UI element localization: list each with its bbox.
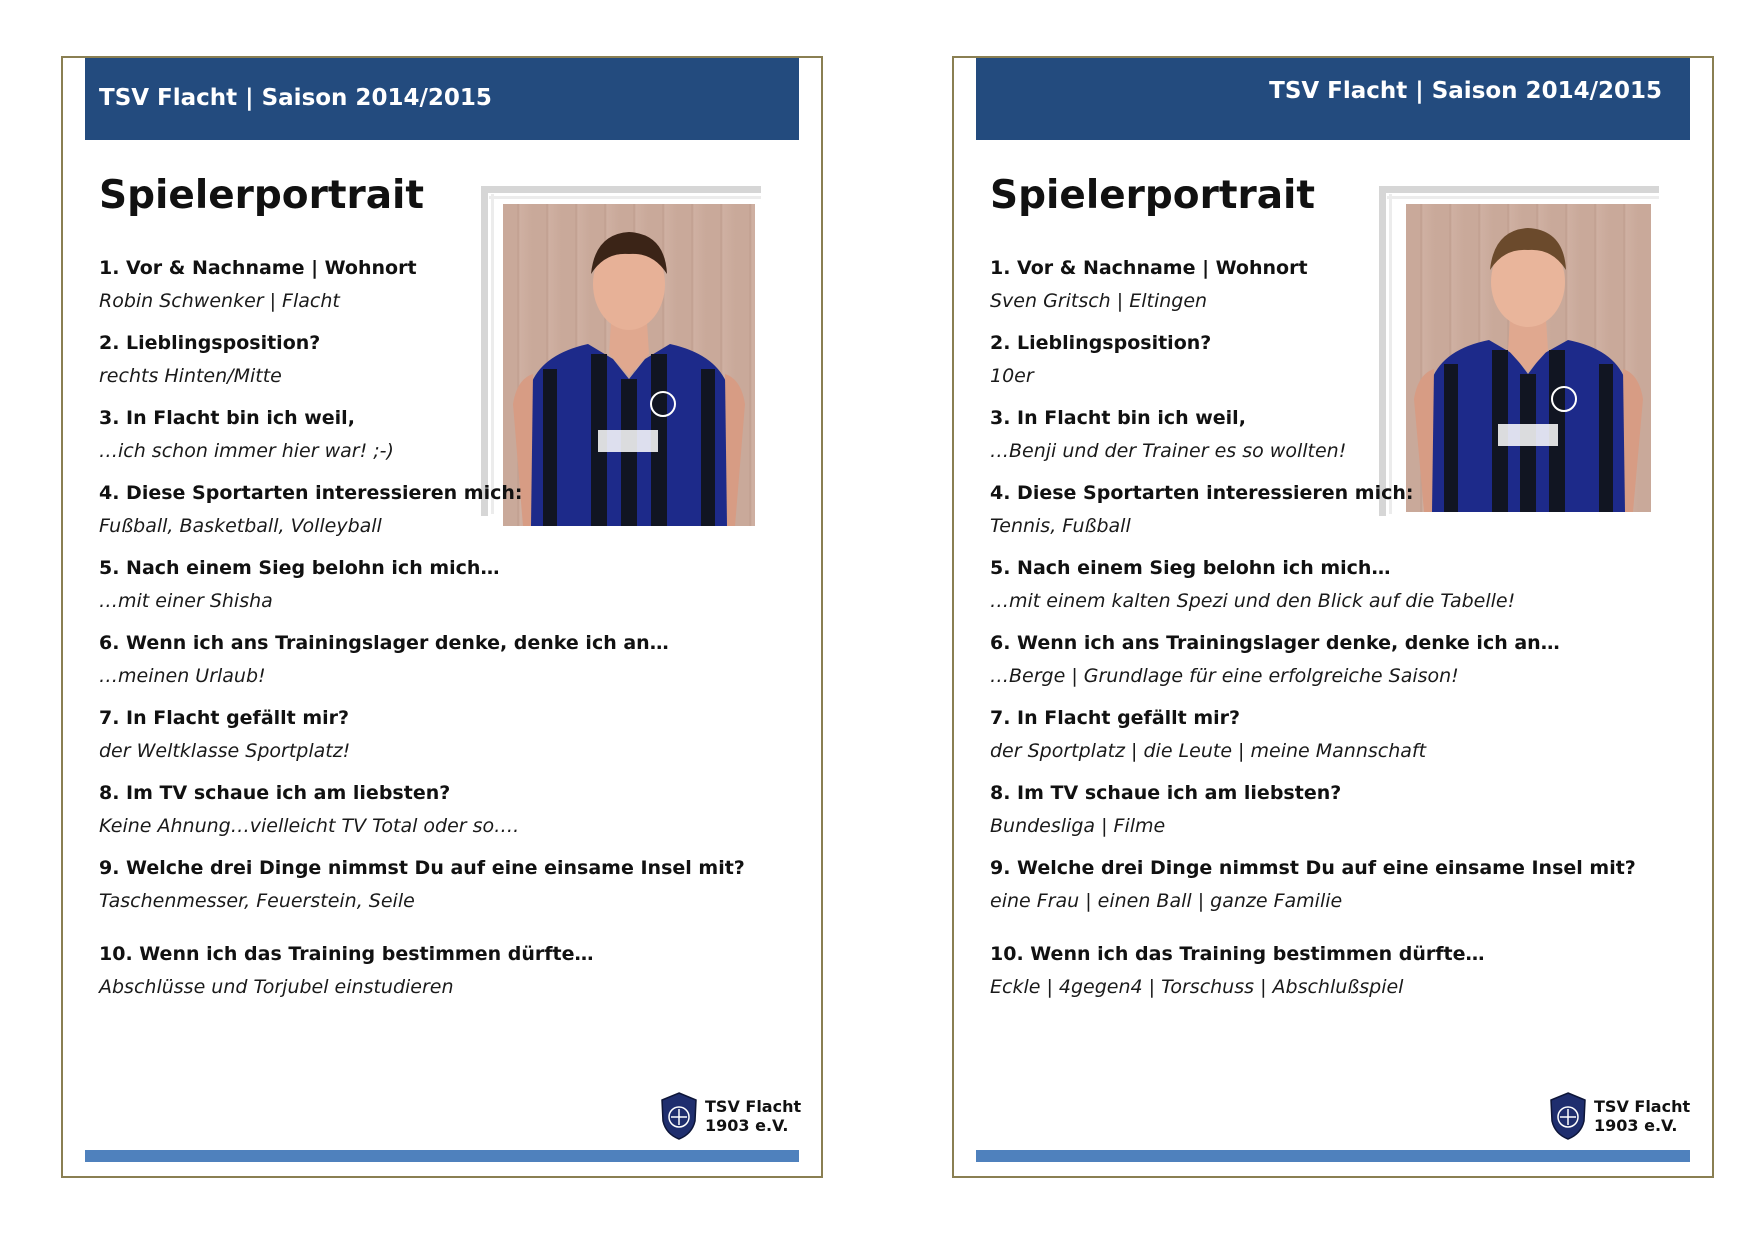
question: 10. Wenn ich das Training bestimmen dürfte…: [99, 943, 594, 965]
qa-item: [99, 942, 739, 999]
qa-item: [990, 856, 1636, 913]
logo-line-1: TSV Flacht: [1594, 1097, 1691, 1116]
question: 1. Vor & Nachname | Wohnort: [990, 257, 1308, 279]
qa-item: [990, 556, 1630, 613]
answer: Keine Ahnung…vielleicht TV Total oder so….: [99, 815, 520, 837]
question: 10. Wenn ich das Training bestimmen dürfte…: [990, 943, 1485, 965]
answer: Robin Schwenker | Flacht: [99, 290, 340, 312]
qa-item: [990, 406, 1630, 463]
qa-item: [99, 781, 739, 838]
question: 9. Welche drei Dinge nimmst Du auf eine einsame Insel mit?: [99, 857, 745, 879]
answer: …meinen Urlaub!: [99, 665, 266, 687]
logo-line-2: 1903 e.V.: [1594, 1116, 1678, 1135]
answer: Tennis, Fußball: [990, 515, 1131, 537]
club-logo: [659, 1088, 802, 1144]
qa-item: [99, 631, 739, 688]
question: 2. Lieblingsposition?: [990, 332, 1212, 354]
answer: Sven Gritsch | Eltingen: [990, 290, 1208, 312]
answer: 10er: [990, 365, 1034, 387]
question: 6. Wenn ich ans Trainingslager denke, denke ich an…: [990, 632, 1560, 654]
question: 9. Welche drei Dinge nimmst Du auf eine einsame Insel mit?: [990, 857, 1636, 879]
page-heading: Spielerportrait: [99, 173, 425, 218]
logo-line-1: TSV Flacht: [705, 1097, 802, 1116]
answer: der Weltklasse Sportplatz!: [99, 740, 351, 762]
answer: Taschenmesser, Feuerstein, Seile: [99, 890, 415, 912]
qa-item: [99, 256, 739, 313]
club-crest-icon: [659, 1091, 699, 1141]
portrait-page-right: [952, 56, 1714, 1178]
question: 4. Diese Sportarten interessieren mich:: [990, 482, 1414, 504]
qa-item: [99, 556, 739, 613]
question: 5. Nach einem Sieg belohn ich mich…: [990, 557, 1391, 579]
qa-item: [990, 331, 1630, 388]
portrait-page-left: [61, 56, 823, 1178]
question: 6. Wenn ich ans Trainingslager denke, denke ich an…: [99, 632, 669, 654]
qa-item: [99, 706, 739, 763]
answer: Eckle | 4gegen4 | Torschuss | Abschlußspiel: [990, 976, 1404, 998]
answer: Fußball, Basketball, Volleyball: [99, 515, 382, 537]
qa-item: [990, 942, 1630, 999]
header-title: TSV Flacht | Saison 2014/2015: [1269, 78, 1662, 104]
page-header: [976, 58, 1690, 140]
question: 1. Vor & Nachname | Wohnort: [99, 257, 417, 279]
qa-item: [99, 856, 745, 913]
qa-item: [990, 481, 1630, 538]
answer: Bundesliga | Filme: [990, 815, 1166, 837]
qa-item: [990, 631, 1630, 688]
answer: …Benji und der Trainer es so wollten!: [990, 440, 1347, 462]
question: 8. Im TV schaue ich am liebsten?: [99, 782, 451, 804]
answer: Abschlüsse und Torjubel einstudieren: [99, 976, 454, 998]
footer-bar: [976, 1150, 1690, 1162]
question: 3. In Flacht bin ich weil,: [99, 407, 355, 429]
header-title: TSV Flacht | Saison 2014/2015: [99, 85, 492, 111]
logo-line-2: 1903 e.V.: [705, 1116, 789, 1135]
answer: …ich schon immer hier war! ;-): [99, 440, 394, 462]
logo-text: [1594, 1097, 1690, 1135]
qa-item: [990, 256, 1630, 313]
page-header: [85, 58, 799, 140]
answer: …mit einem kalten Spezi und den Blick auf die Tabelle!: [990, 590, 1516, 612]
answer: eine Frau | einen Ball | ganze Familie: [990, 890, 1343, 912]
question: 3. In Flacht bin ich weil,: [990, 407, 1246, 429]
answer: rechts Hinten/Mitte: [99, 365, 282, 387]
answer: …mit einer Shisha: [99, 590, 273, 612]
logo-text: [705, 1097, 801, 1135]
footer-bar: [85, 1150, 799, 1162]
qa-item: [990, 781, 1630, 838]
question: 4. Diese Sportarten interessieren mich:: [99, 482, 523, 504]
qa-item: [99, 481, 739, 538]
answer: …Berge | Grundlage für eine erfolgreiche Saison!: [990, 665, 1459, 687]
answer: der Sportplatz | die Leute | meine Mannschaft: [990, 740, 1427, 762]
question: 7. In Flacht gefällt mir?: [99, 707, 350, 729]
question: 7. In Flacht gefällt mir?: [990, 707, 1241, 729]
club-crest-icon: [1548, 1091, 1588, 1141]
page-heading: Spielerportrait: [990, 173, 1316, 218]
question: 8. Im TV schaue ich am liebsten?: [990, 782, 1342, 804]
qa-item: [990, 706, 1630, 763]
qa-item: [99, 406, 739, 463]
qa-item: [99, 331, 739, 388]
club-logo: [1548, 1088, 1691, 1144]
question: 5. Nach einem Sieg belohn ich mich…: [99, 557, 500, 579]
question: 2. Lieblingsposition?: [99, 332, 321, 354]
